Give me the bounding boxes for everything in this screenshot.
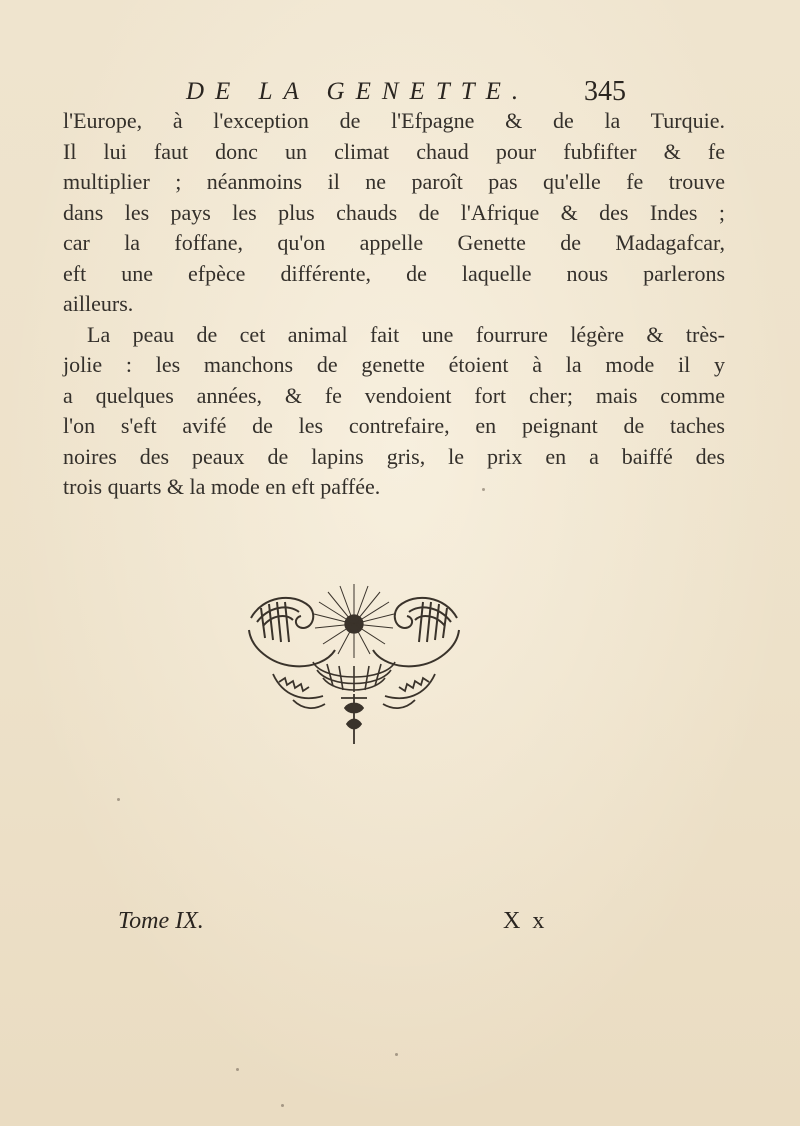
text-line: dans les pays les plus chauds de l'Afrique & des Indes ; [63, 199, 725, 225]
text-line: noires des peaux de lapins gris, le prix en a baiffé des [63, 443, 725, 469]
sunburst-icon [314, 584, 394, 658]
shell-icon [313, 662, 395, 692]
text-line: a quelques années, & fe vendoient fort cher; mais comme [63, 382, 725, 408]
text-line: trois quarts & la mode en eft paffée. [63, 474, 381, 499]
text-line: l'Europe, à l'exception de l'Efpagne & de la Turquie. [63, 108, 725, 133]
page-number: 345 [584, 76, 626, 107]
paper-speck [117, 798, 120, 801]
paper-speck [395, 1053, 398, 1056]
paper-speck [236, 1068, 239, 1071]
left-scroll-icon [249, 598, 335, 666]
text-line: ailleurs. [63, 291, 134, 316]
text-line: multiplier ; néanmoins il ne paroît pas qu'elle fe trouve [63, 169, 725, 194]
text-line: jolie : les manchons de genette étoient à la mode il y [63, 352, 725, 377]
running-title: DE LA GENETTE. [186, 78, 530, 105]
text-line: car la foffane, qu'on appelle Genette de Madagafcar, [63, 230, 725, 255]
paper-speck [482, 488, 485, 491]
right-scroll-icon [373, 598, 459, 666]
paper-speck [281, 1104, 284, 1107]
volume-label: Tome IX. [118, 908, 204, 934]
signature-mark: X x [503, 908, 548, 934]
paragraph-first-line: La peau de cet animal fait une fourrure légère & très- [87, 321, 725, 347]
tailpiece-ornament [243, 578, 465, 746]
text-line: Il lui faut donc un climat chaud pour fubfifter & fe [63, 138, 725, 164]
text-line: l'on s'eft avifé de les contrefaire, en peignant de taches [63, 413, 725, 438]
pendant-icon [341, 694, 367, 744]
text-line: eft une efpèce différente, de laquelle nous parlerons [63, 260, 725, 286]
running-head [186, 76, 626, 110]
body-text [63, 106, 725, 503]
